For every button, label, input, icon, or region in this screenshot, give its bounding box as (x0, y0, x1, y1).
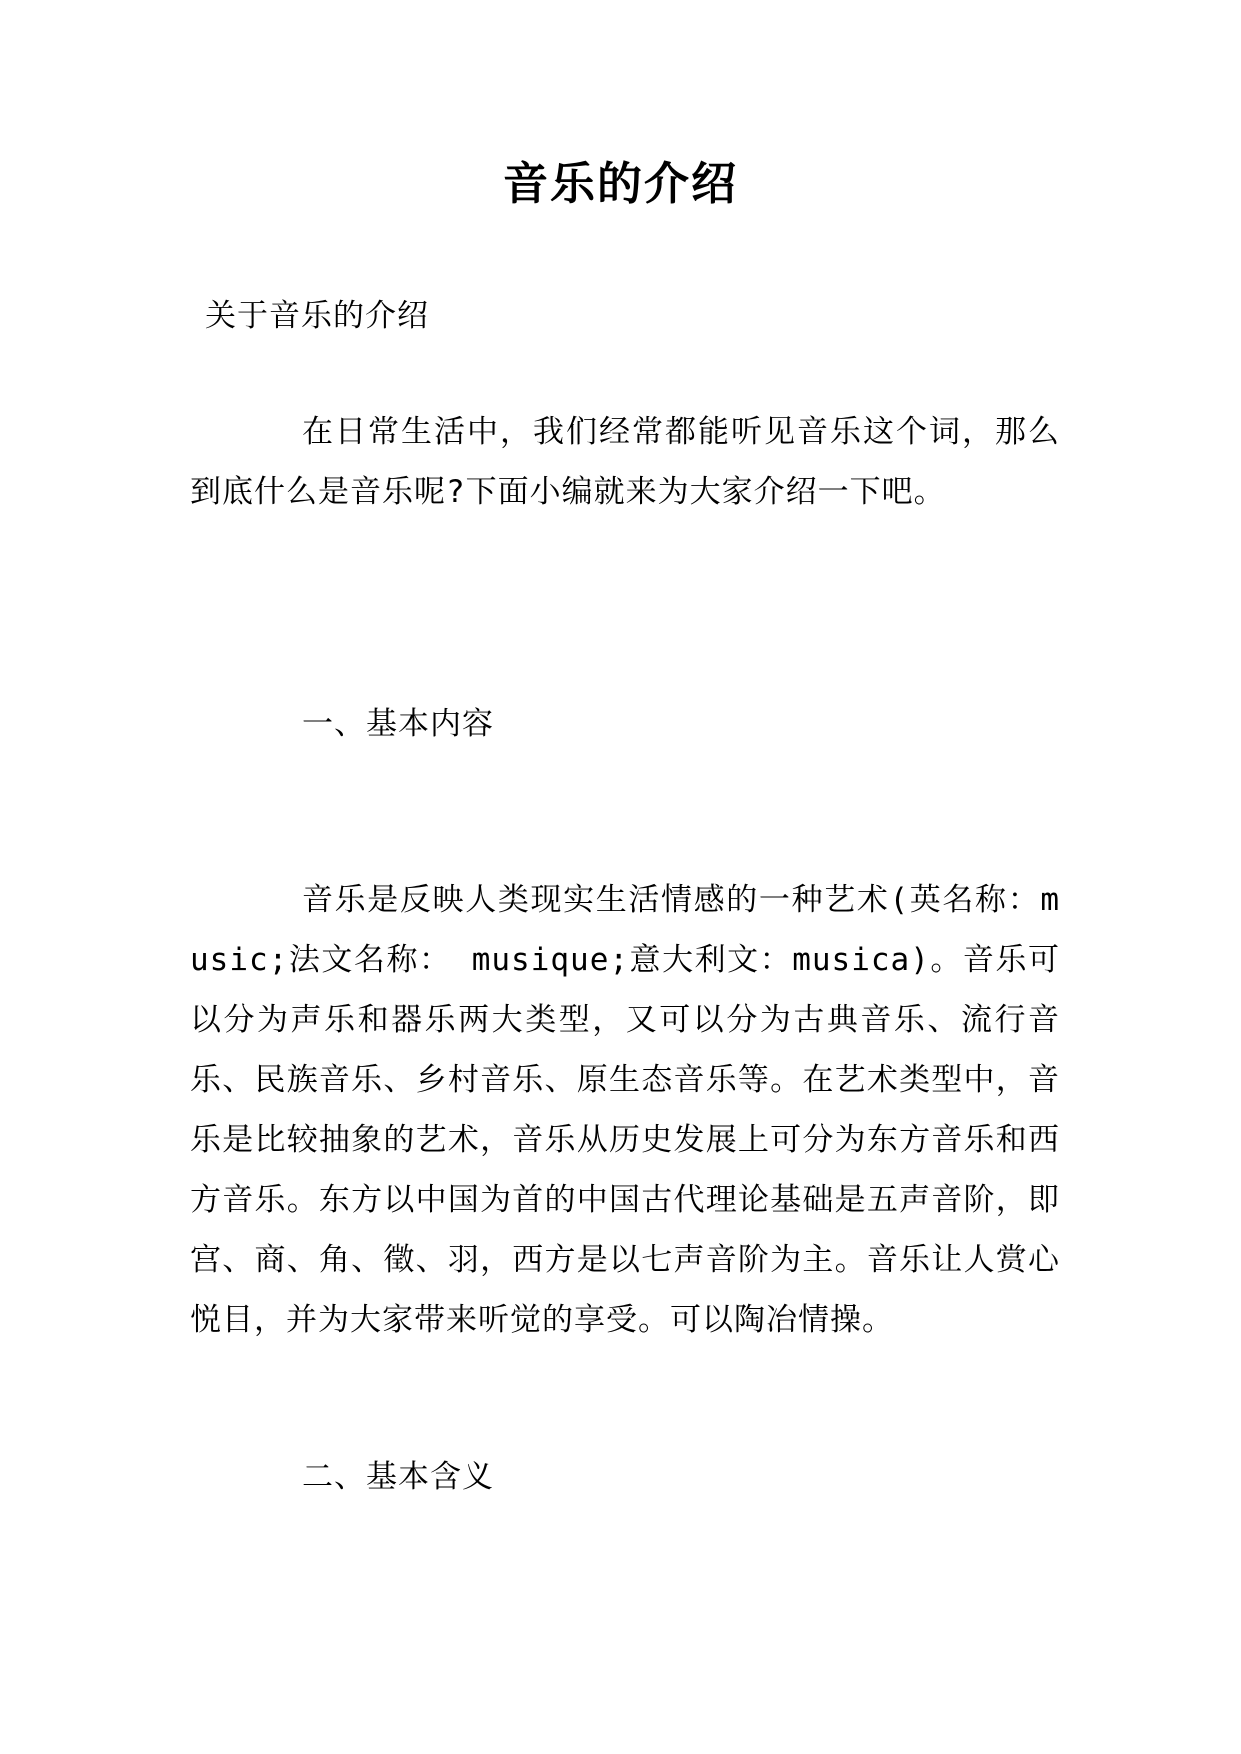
document-title: 音乐的介绍 (502, 157, 738, 210)
section-heading-basic-content: 一、基本内容 (302, 706, 494, 742)
section-body-basic-content: 音乐是反映人类现实生活情感的一种艺术(英名称：music;法文名称： musique;意大利文：musica)。音乐可以分为声乐和器乐两大类型，又可以分为古典音乐、流行音乐、民族音乐、乡村音乐、原生态音乐等。在艺术类型中，音乐是比较抽象的艺术，音乐从历史发展上可分为东方音乐和西方音乐。东方以中国为首的中国古代理论基础是五声音阶，即宫、商、角、徵、羽，西方是以七声音阶为主。音乐让人赏心悦目，并为大家带来听觉的享受。可以陶冶情操。 (190, 882, 1060, 1338)
intro-paragraph: 在日常生活中，我们经常都能听见音乐这个词，那么到底什么是音乐呢?下面小编就来为大家介绍一下吧。 (190, 414, 1060, 510)
section-heading-basic-meaning: 二、基本含义 (302, 1459, 494, 1495)
document-subtitle: 关于音乐的介绍 (205, 298, 429, 334)
